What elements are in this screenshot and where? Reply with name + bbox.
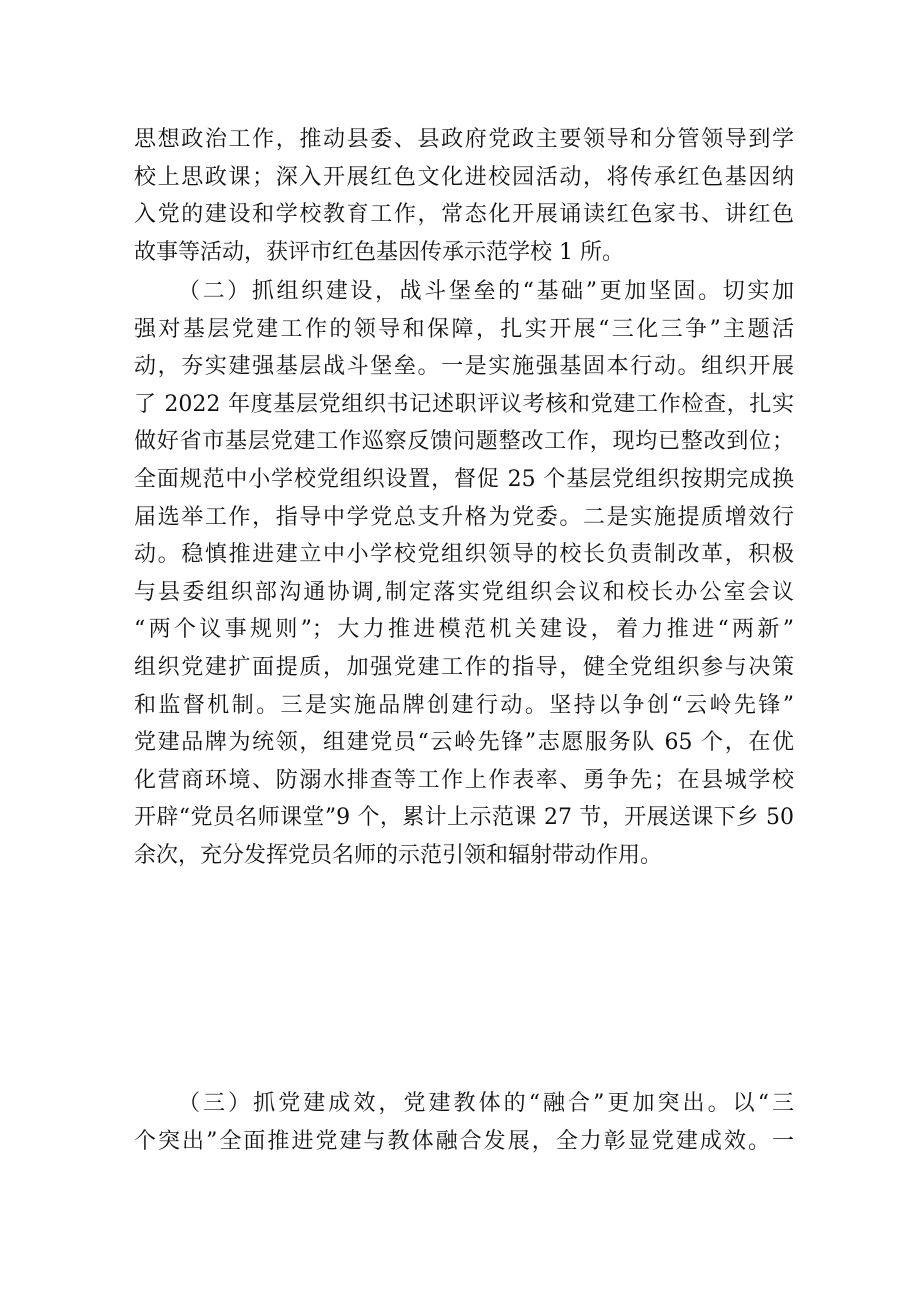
text-line: “两个议事规则”；大力推进模范机关建设，着力推进“两新” [134, 617, 794, 643]
text-line: （三）抓党建成效，党建教体的“融合”更加突出。以“三 [178, 1091, 794, 1116]
text-line: 动，夯实建强基层战斗堡垒。一是实施强基固本行动。组织开展 [134, 354, 794, 380]
text-line: 化营商环境、防溺水排查等工作上作表率、勇争先；在县城学校 [134, 767, 794, 793]
text-line: 做好省市基层党建工作巡察反馈问题整改工作，现均已整改到位； [134, 429, 794, 455]
text-line: （二）抓组织建设，战斗堡垒的“基础”更加坚固。切实加 [178, 279, 794, 304]
text-line: 组织党建扩面提质，加强党建工作的指导，健全党组织参与决策 [134, 654, 794, 680]
text-line: 开辟“党员名师课堂”9 个，累计上示范课 27 节，开展送课下乡 50 [134, 805, 794, 831]
paragraph-3 [134, 1085, 794, 1160]
paragraph-1 [134, 121, 794, 271]
paragraph-2 [134, 273, 794, 875]
text-line: 和监督机制。三是实施品牌创建行动。坚持以争创“云岭先锋” [134, 692, 794, 718]
text-line: 校上思政课；深入开展红色文化进校园活动，将传承红色基因纳 [134, 164, 794, 190]
text-line: 全面规范中小学校党组织设置，督促 25 个基层党组织按期完成换 [134, 466, 794, 492]
text-line: 届选举工作，指导中学党总支升格为党委。二是实施提质增效行 [134, 504, 794, 530]
text-line: 与县委组织部沟通协调,制定落实党组织会议和校长办公室会议 [134, 579, 794, 605]
text-line: 故事等活动，获评市红色基因传承示范学校 1 所。 [134, 239, 624, 265]
text-line: 入党的建设和学校教育工作，常态化开展诵读红色家书、讲红色 [134, 202, 794, 228]
text-line: 个突出”全面推进党建与教体融合发展，全力彰显党建成效。一 [134, 1128, 794, 1154]
text-line: 了 2022 年度基层党组织书记述职评议考核和党建工作检查，扎实 [134, 391, 794, 417]
text-line: 强对基层党建工作的领导和保障，扎实开展“三化三争”主题活 [134, 316, 794, 342]
text-line: 动。稳慎推进建立中小学校党组织领导的校长负责制改革，积极 [134, 542, 794, 568]
text-line: 党建品牌为统领，组建党员“云岭先锋”志愿服务队 65 个，在优 [134, 730, 794, 756]
text-line: 余次，充分发挥党员名师的示范引领和辐射带动作用。 [134, 842, 663, 868]
text-line: 思想政治工作，推动县委、县政府党政主要领导和分管领导到学 [134, 127, 794, 152]
